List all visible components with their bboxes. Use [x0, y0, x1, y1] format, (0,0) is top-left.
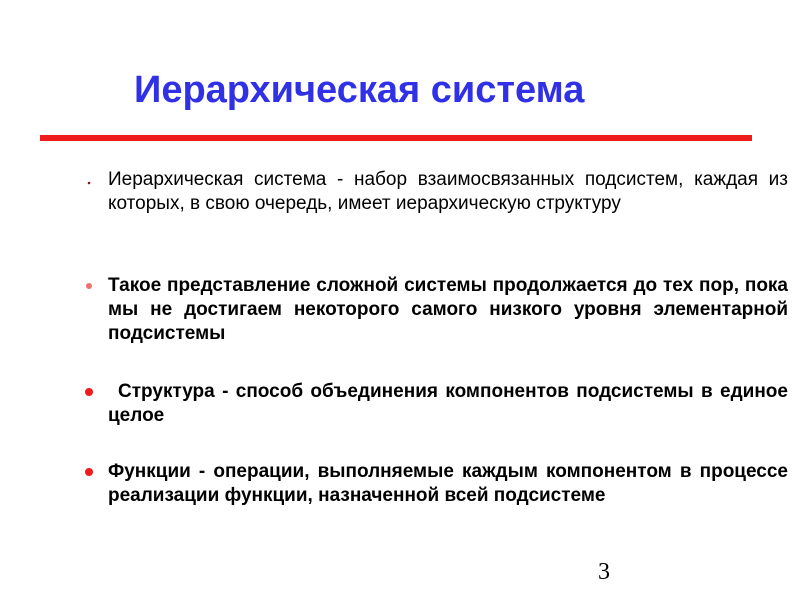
red-dot-bullet-icon: [82, 385, 96, 399]
red-dot-bullet-icon: [82, 279, 96, 293]
red-dot-bullet-icon: [82, 465, 96, 479]
bullet-text: Такое представление сложной системы продолжается до тех пор, пока мы не достигаем некоторого самого низкого уровня элементарной подсистемы: [108, 275, 788, 344]
title-underline-rule: [40, 135, 752, 141]
page-number: 3: [598, 559, 610, 585]
bullet-text: Структура - способ объединения компонентов подсистемы в единое целое: [108, 381, 788, 426]
slide-title: Иерархическая система: [134, 69, 585, 111]
bullet-text: Функции - операции, выполняемые каждым компонентом в процессе реализации функции, назначенной всей подсистеме: [108, 461, 788, 506]
dot-bullet-icon: [82, 176, 96, 190]
bullet-text: Иерархическая система - набор взаимосвязанных подсистем, каждая из которых, в свою очередь, имеет иерархическую структуру: [108, 169, 788, 214]
